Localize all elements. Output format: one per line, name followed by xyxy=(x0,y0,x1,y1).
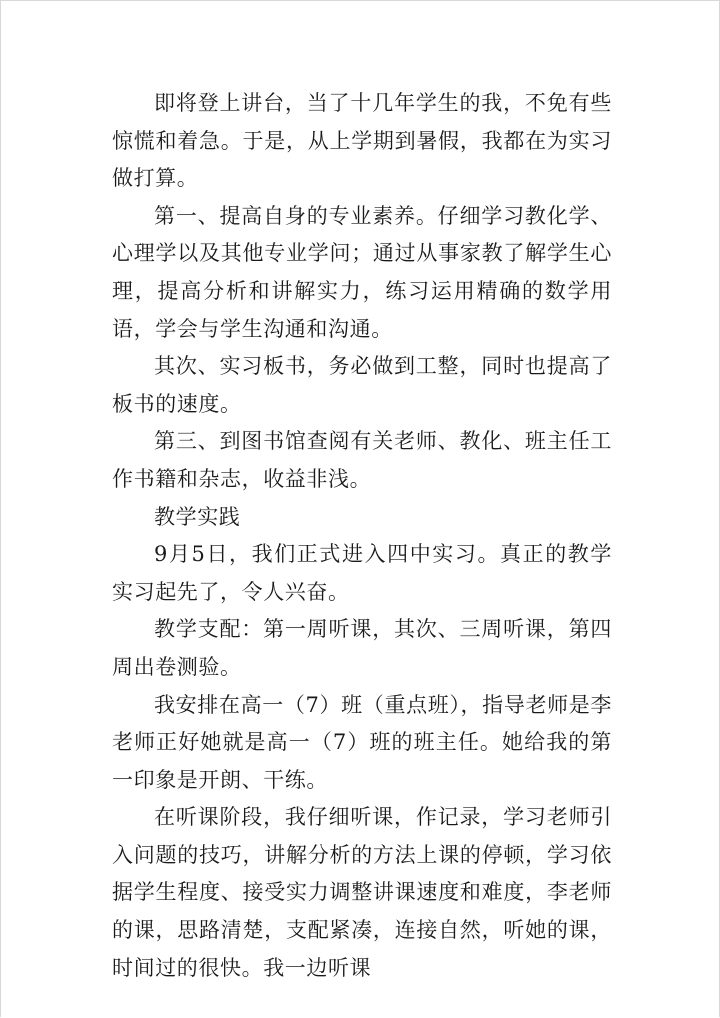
paragraph-schedule: 教学支配：第一周听课，其次、三周听课，第四周出卷测验。 xyxy=(112,617,612,679)
paragraph-start-date: 9月5日，我们正式进入四中实习。真正的教学实习起先了，令人兴奋。 xyxy=(112,542,612,604)
paragraph-first-point: 第一、提高自身的专业素养。仔细学习教化学、心理学以及其他专业学问；通过从事家教了解学生心理，提高分析和讲解实力，练习运用精确的数学用语，学会与学生沟通和沟通。 xyxy=(112,203,612,341)
paragraph-third-point: 第三、到图书馆查阅有关老师、教化、班主任工作书籍和杂志，收益非浅。 xyxy=(112,429,612,491)
paragraph-intro: 即将登上讲台，当了十几年学生的我，不免有些惊慌和着急。于是，从上学期到暑假，我都在为实习做打算。 xyxy=(112,91,612,191)
paragraph-second-point: 其次、实习板书，务必做到工整，同时也提高了板书的速度。 xyxy=(112,354,612,416)
document-body xyxy=(112,85,612,987)
paragraph-observation: 在听课阶段，我仔细听课，作记录，学习老师引入问题的技巧，讲解分析的方法上课的停顿，学习依据学生程度、接受实力调整讲课速度和难度，李老师的课，思路清楚，支配紧凑，连接自然，听她的课，时间过的很快。我一边听课 xyxy=(112,805,612,980)
paragraph-class-assignment: 我安排在高一（7）班（重点班），指导老师是李老师正好她就是高一（7）班的班主任。她给我的第一印象是开朗、干练。 xyxy=(112,692,612,792)
section-heading-teaching-practice: 教学实践 xyxy=(154,504,241,529)
